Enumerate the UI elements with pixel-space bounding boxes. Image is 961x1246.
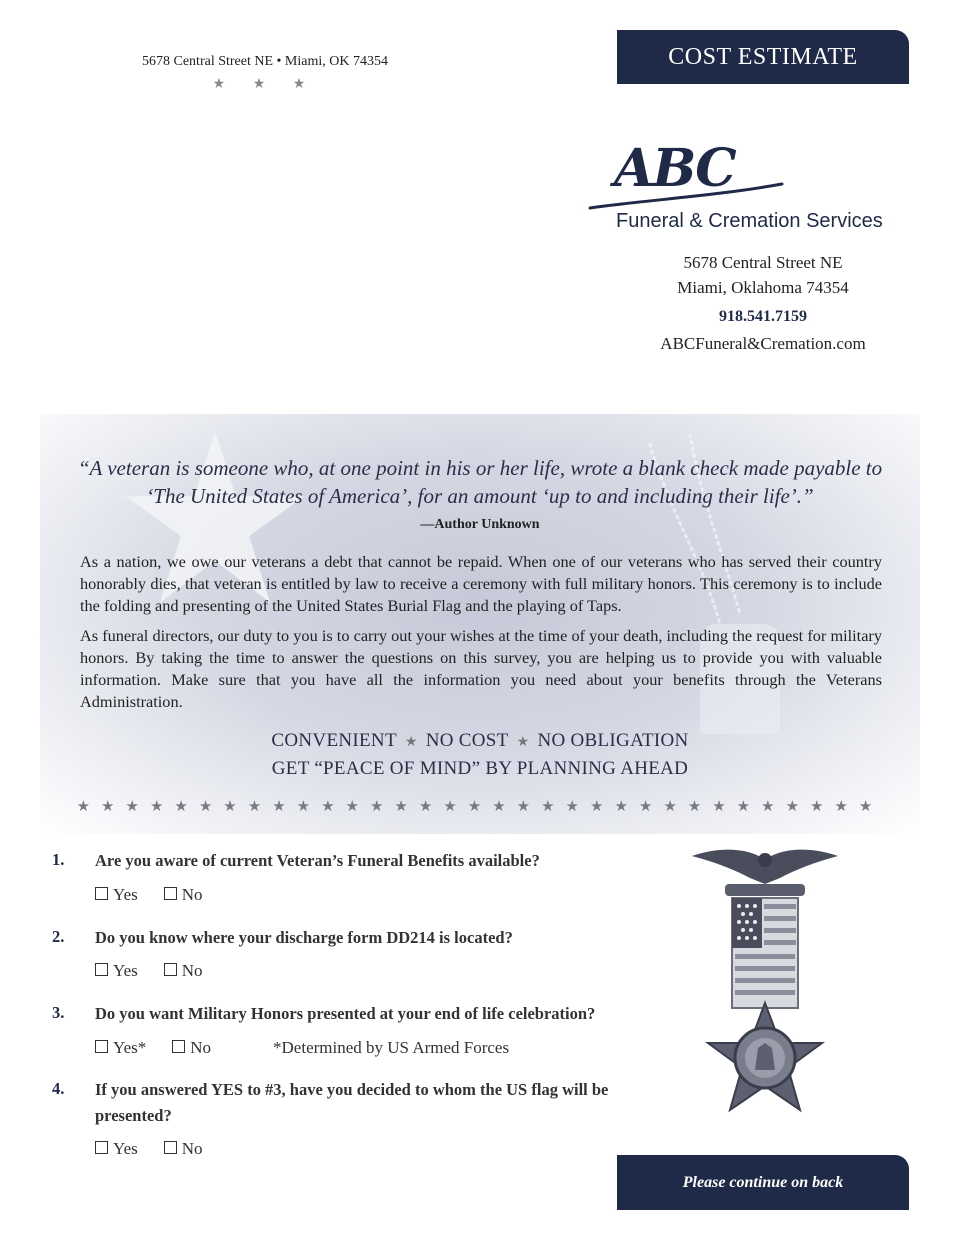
quote-panel <box>40 414 920 834</box>
star-separator-icon: ★ <box>404 735 418 750</box>
checkbox-icon[interactable] <box>172 1040 185 1053</box>
question-4-number: 4. <box>52 1079 65 1098</box>
body-paragraph-1: As a nation, we owe our veterans a debt that cannot be repaid. When one of our veterans who has served their country honorably dies, that veteran is entitled by law to receive a ceremony with full military honors. This ceremony is to include the folding and presenting of the United States Burial Flag and the playing of Taps. <box>80 552 882 615</box>
question-3-text: Do you want Military Honors presented at your end of life celebration? <box>95 1004 596 1023</box>
checkbox-icon[interactable] <box>95 1141 108 1154</box>
tagline-no-obligation: NO OBLIGATION <box>537 730 689 751</box>
no-label: No <box>181 885 203 904</box>
no-label: No <box>181 961 203 980</box>
question-4-no-checkbox[interactable] <box>164 1139 203 1159</box>
contact-block <box>618 250 908 356</box>
return-address: 5678 Central Street NE • Miami, OK 74354 <box>142 54 388 69</box>
continue-on-back-banner: Please continue on back <box>617 1155 909 1210</box>
tagline-no-cost: NO COST <box>425 730 509 751</box>
checkbox-icon[interactable] <box>95 887 108 900</box>
question-2-number: 2. <box>52 927 65 946</box>
tagline-benefits <box>40 730 920 752</box>
question-2-no-checkbox[interactable] <box>164 961 203 981</box>
contact-city: Miami, Oklahoma 74354 <box>677 278 849 297</box>
armed-forces-note: *Determined by US Armed Forces <box>273 1038 510 1057</box>
question-3-no-checkbox[interactable] <box>172 1038 211 1058</box>
company-logo <box>586 138 916 238</box>
question-2-options <box>95 961 229 981</box>
contact-phone[interactable]: 918.541.7159 <box>719 308 807 325</box>
question-3-number: 3. <box>52 1003 65 1022</box>
contact-website[interactable]: ABCFuneral&Cremation.com <box>660 334 866 353</box>
veteran-medal-icon <box>680 838 850 1138</box>
logo-subtitle: Funeral & Cremation Services <box>616 210 883 232</box>
checkbox-icon[interactable] <box>95 963 108 976</box>
checkbox-icon[interactable] <box>164 887 177 900</box>
question-1-yes-checkbox[interactable] <box>95 885 138 905</box>
question-4-text: If you answered YES to #3, have you decided to whom the US flag will be presented? <box>95 1080 609 1125</box>
yes-label: Yes <box>113 885 138 904</box>
logo-script-text: ABC <box>614 138 735 199</box>
checkbox-icon[interactable] <box>164 963 177 976</box>
yes-label: Yes <box>113 961 138 980</box>
quote-author: —Author Unknown <box>420 517 540 532</box>
star-divider: ★★★★★★★★★★★★★★★★★★★★★★★★★★★★★★★★★ <box>76 799 884 815</box>
yes-label: Yes <box>113 1139 138 1158</box>
question-1-number: 1. <box>52 850 65 869</box>
no-label: No <box>190 1038 212 1057</box>
question-2-text: Do you know where your discharge form DD214 is located? <box>95 928 513 947</box>
yes-label: Yes* <box>113 1038 147 1057</box>
question-1-text: Are you aware of current Veteran’s Funeral Benefits available? <box>95 851 540 870</box>
cost-estimate-banner: COST ESTIMATE <box>617 30 909 84</box>
no-label: No <box>181 1139 203 1158</box>
quote-text: “A veteran is someone who, at one point in his or her life, wrote a blank check made payable to ‘The United States of America’, for an amount ‘up to and including their life’.” <box>77 456 883 508</box>
question-4-yes-checkbox[interactable] <box>95 1139 138 1159</box>
tagline-convenient: CONVENIENT <box>271 730 397 751</box>
question-3-yes-checkbox[interactable] <box>95 1038 146 1058</box>
question-2-yes-checkbox[interactable] <box>95 961 138 981</box>
question-1-no-checkbox[interactable] <box>164 885 203 905</box>
checkbox-icon[interactable] <box>95 1040 108 1053</box>
question-1-options <box>95 885 229 905</box>
body-paragraph-2: As funeral directors, our duty to you is to carry out your wishes at the time of your death, including the request for military honors. By taking the time to answer the questions on this survey, you are helping us to provide you with valuable information. Make sure that you have all the information you need about your benefits through the Veterans Administration. <box>80 626 882 711</box>
star-separator-icon: ★ <box>516 735 530 750</box>
question-4-options <box>95 1139 229 1159</box>
logo-swoosh-icon <box>586 178 786 212</box>
tagline-peace-of-mind: GET “PEACE OF MIND” BY PLANNING AHEAD <box>271 758 689 779</box>
decorative-stars: ★ ★ ★ <box>212 77 318 92</box>
question-3-options <box>95 1038 509 1058</box>
checkbox-icon[interactable] <box>164 1141 177 1154</box>
contact-street: 5678 Central Street NE <box>683 253 843 272</box>
